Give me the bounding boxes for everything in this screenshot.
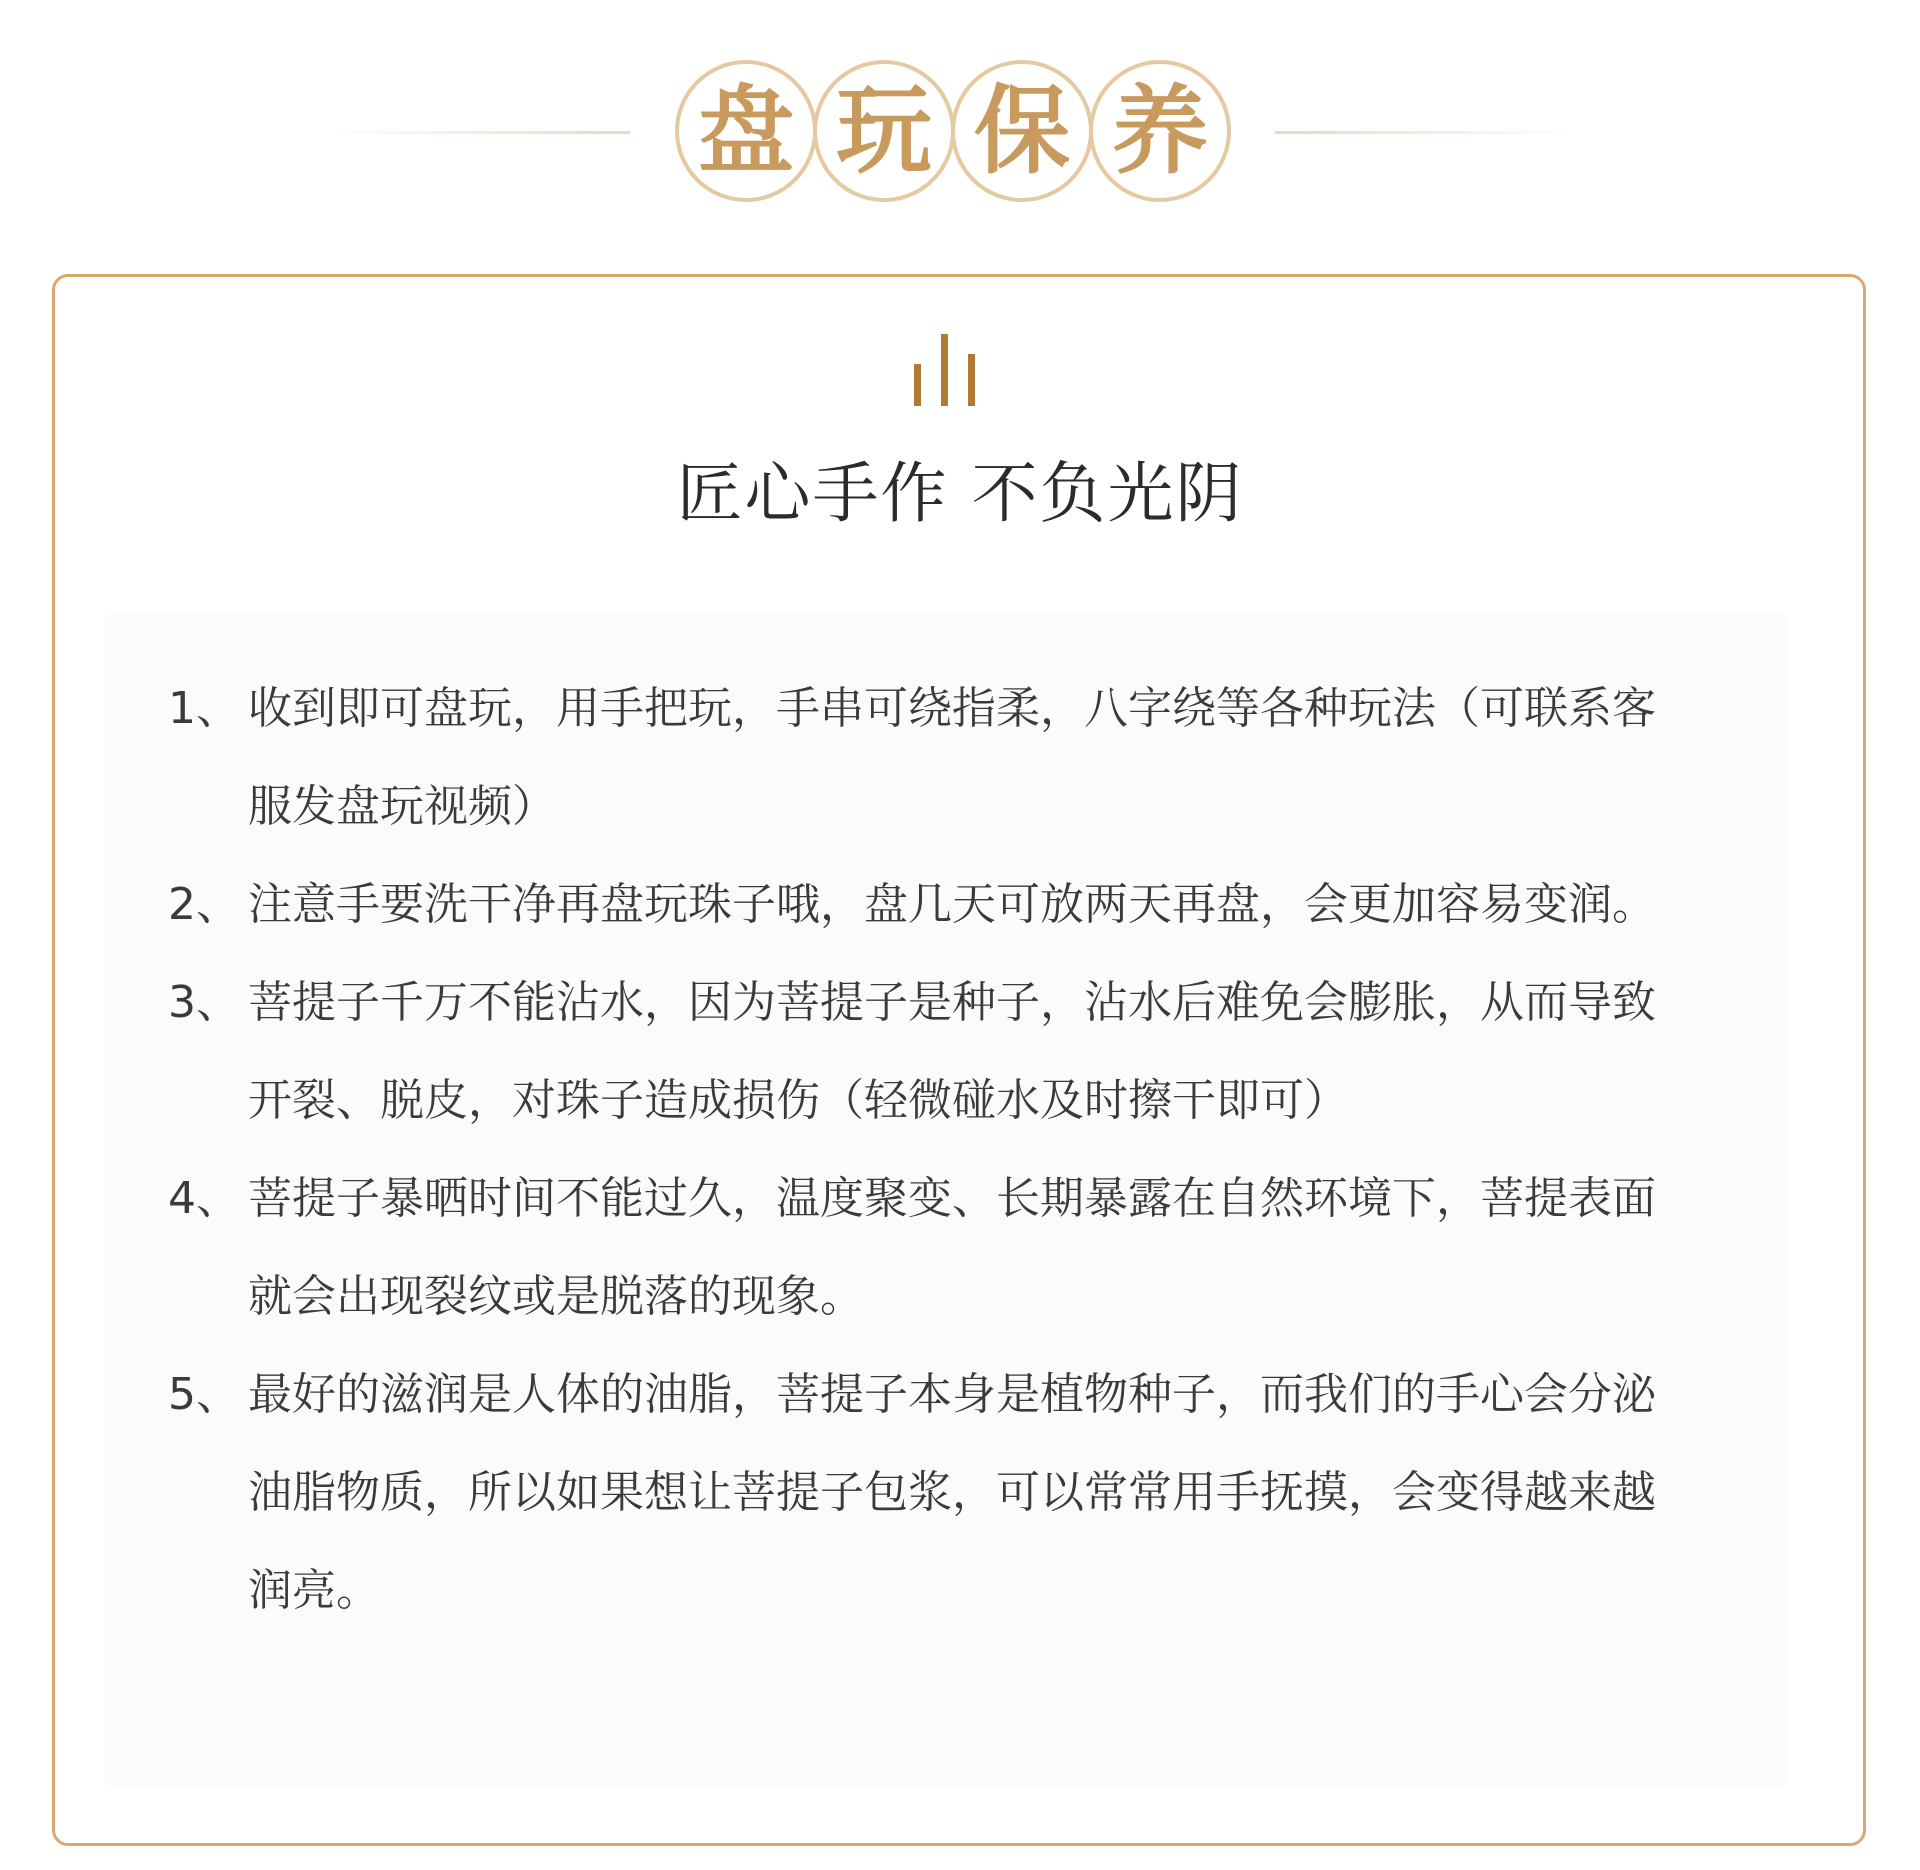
tip-text: 注意手要洗干净再盘玩珠子哦，盘几天可放两天再盘，会更加容易变润。 bbox=[248, 879, 1656, 930]
title-badges bbox=[675, 60, 1235, 210]
tip-text: 收到即可盘玩，用手把玩，手串可绕指柔，八字绕等各种玩法（可联系客服发盘玩视频） bbox=[248, 683, 1656, 832]
tip-number: 2、 bbox=[168, 879, 240, 930]
tip-text: 菩提子暴晒时间不能过久，温度聚变、长期暴露在自然环境下，菩提表面就会出现裂纹或是脱落的现象。 bbox=[248, 1173, 1656, 1322]
three-bars-icon bbox=[910, 330, 980, 410]
list-item bbox=[168, 954, 1688, 1150]
title-char-wan: 玩 bbox=[813, 60, 955, 202]
tip-number: 5、 bbox=[168, 1369, 240, 1420]
header-divider-right bbox=[1275, 131, 1575, 134]
list-item bbox=[168, 1150, 1688, 1346]
tips-list bbox=[168, 660, 1688, 1640]
tip-text: 最好的滋润是人体的油脂，菩提子本身是植物种子，而我们的手心会分泌油脂物质，所以如果想让菩提子包浆，可以常常用手抚摸，会变得越来越润亮。 bbox=[248, 1369, 1656, 1616]
title-char-pan: 盘 bbox=[675, 60, 817, 202]
list-item bbox=[168, 856, 1688, 954]
tip-number: 1、 bbox=[168, 683, 240, 734]
list-item bbox=[168, 660, 1688, 856]
slogan: 匠心手作 不负光阴 bbox=[676, 455, 1244, 532]
tip-number: 4、 bbox=[168, 1173, 240, 1224]
title-char-bao: 保 bbox=[951, 60, 1093, 202]
three-bars-icon-wrap bbox=[0, 330, 1920, 410]
list-item bbox=[168, 1346, 1688, 1640]
header bbox=[0, 0, 1920, 260]
title-char-yang: 养 bbox=[1089, 60, 1231, 202]
header-divider-left bbox=[330, 131, 630, 134]
tip-text: 菩提子千万不能沾水，因为菩提子是种子，沾水后难免会膨胀，从而导致开裂、脱皮，对珠子造成损伤（轻微碰水及时擦干即可） bbox=[248, 977, 1656, 1126]
tip-number: 3、 bbox=[168, 977, 240, 1028]
